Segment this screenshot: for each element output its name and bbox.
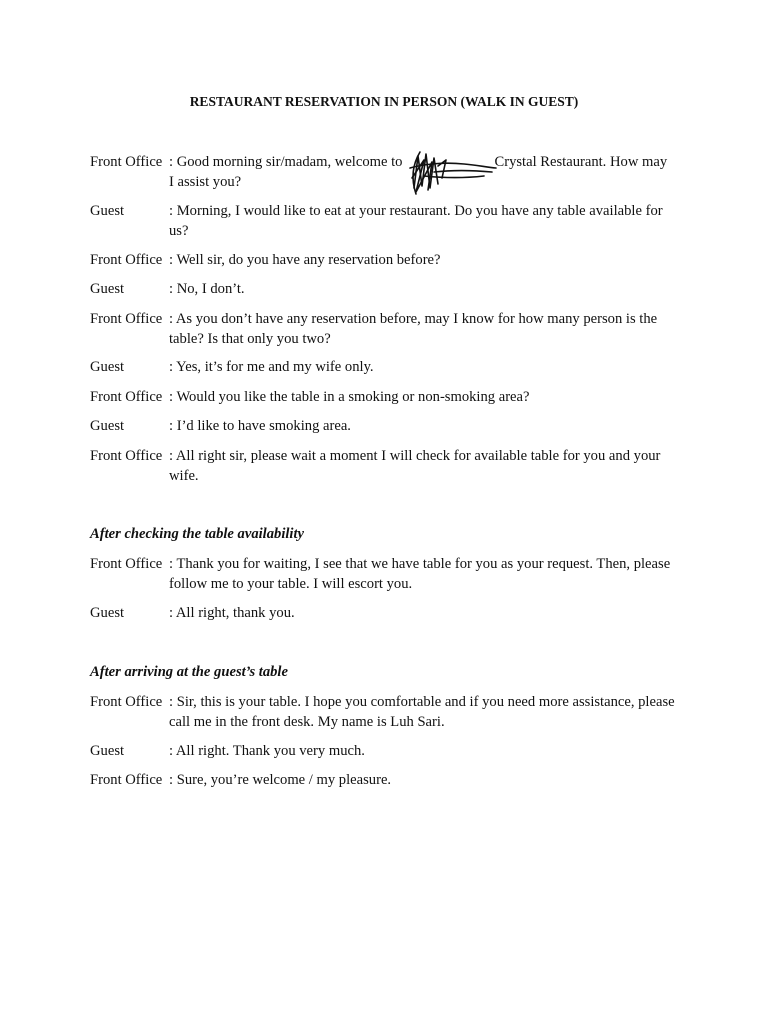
dialogue-continuation: us? xyxy=(169,222,189,239)
dialogue-text: : Would you like the table in a smoking or non-smoking area? xyxy=(169,389,530,405)
document-title: RESTAURANT RESERVATION IN PERSON (WALK IN GUEST) xyxy=(189,94,579,109)
dialogue-text: : I’d like to have smoking area. xyxy=(169,418,351,434)
dialogue-continuation: table? Is that only you two? xyxy=(169,330,331,347)
dialogue-text: : All right sir, please wait a moment I will check for available table for you and your xyxy=(169,448,661,464)
dialogue-text: : All right, thank you. xyxy=(169,605,295,621)
speaker-label: Guest xyxy=(90,605,125,621)
speaker-label: Front Office xyxy=(90,556,163,572)
dialogue-text: : All right. Thank you very much. xyxy=(169,743,365,759)
dialogue-text: : Thank you for waiting, I see that we have table for you as your request. Then, please xyxy=(169,556,671,572)
speaker-label: Guest xyxy=(90,281,125,297)
speaker-label: Front Office xyxy=(90,772,163,788)
dialogue-text-end: Crystal Restaurant. How may xyxy=(494,154,668,170)
scribble-redaction-icon xyxy=(404,148,500,196)
speaker-label: Front Office xyxy=(90,154,163,170)
dialogue-continuation: wife. xyxy=(169,467,199,484)
speaker-label: Front Office xyxy=(90,252,163,268)
speaker-label: Guest xyxy=(90,418,125,434)
dialogue-continuation: follow me to your table. I will escort you. xyxy=(169,575,413,592)
dialogue-text: : Sir, this is your table. I hope you comfortable and if you need more assistance, please xyxy=(169,694,675,710)
dialogue-text: : No, I don’t. xyxy=(169,281,245,297)
dialogue-text: : Morning, I would like to eat at your restaurant. Do you have any table available for xyxy=(169,203,663,219)
speaker-label: Guest xyxy=(90,359,125,375)
speaker-label: Front Office xyxy=(90,389,163,405)
dialogue-text: : As you don’t have any reservation before, may I know for how many person is the xyxy=(169,311,658,327)
speaker-label: Guest xyxy=(90,203,125,219)
section-heading: After checking the table availability xyxy=(90,526,305,542)
speaker-label: Front Office xyxy=(90,694,163,710)
dialogue-continuation: I assist you? xyxy=(169,173,242,190)
dialogue-text: : Sure, you’re welcome / my pleasure. xyxy=(169,772,392,788)
speaker-label: Front Office xyxy=(90,448,163,464)
dialogue-continuation: call me in the front desk. My name is Luh Sari. xyxy=(169,713,445,730)
speaker-label: Front Office xyxy=(90,311,163,327)
section-heading: After arriving at the guest’s table xyxy=(90,664,288,680)
speaker-label: Guest xyxy=(90,743,125,759)
dialogue-text: : Well sir, do you have any reservation before? xyxy=(169,252,441,268)
dialogue-text: : Yes, it’s for me and my wife only. xyxy=(169,359,374,375)
dialogue-text-start: : Good morning sir/madam, welcome to xyxy=(169,154,403,170)
